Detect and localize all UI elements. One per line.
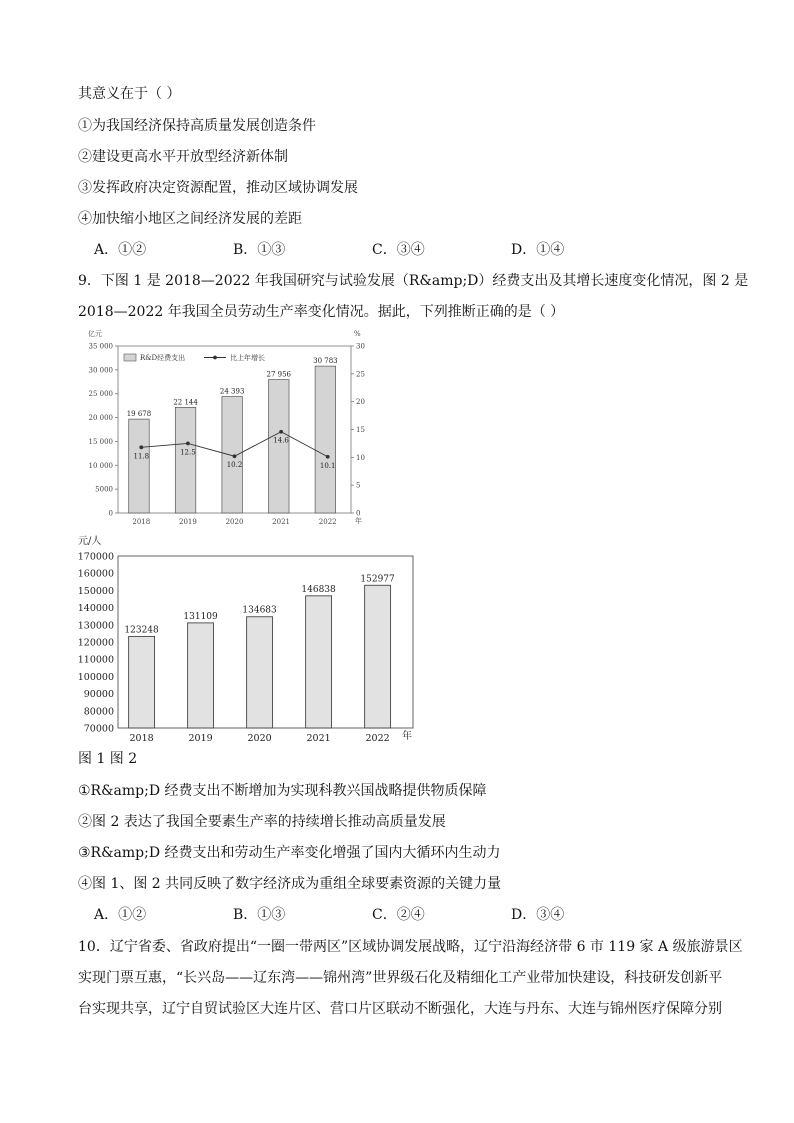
chart1-x-tick-label: 2022 — [318, 518, 337, 526]
chart1-left-tick-label: 0 — [108, 509, 113, 518]
q10-stem-line-1: 10．辽宁省委、省政府提出“一圈一带两区”区域协调发展战略，辽宁沿海经济带 6 市 119 家 A 级旅游景区 — [78, 939, 743, 955]
chart2-y-tick-label: 80000 — [83, 706, 114, 718]
chart1-bar — [129, 419, 150, 513]
chart2-y-ticks — [78, 552, 114, 735]
chart2-y-tick-label: 110000 — [77, 654, 114, 666]
chart1-x-tick-label: 2020 — [225, 518, 244, 526]
chart1-bars — [127, 357, 338, 513]
chart2-bar — [129, 636, 155, 728]
q9-statement-1: ①R&amp;D 经费支出不断增加为实现科教兴国战略提供物质保障 — [78, 783, 487, 799]
legend-line-label: 比上年增长 — [230, 354, 265, 362]
chart1-bar-value-label: 22 144 — [173, 398, 198, 407]
chart2-x-ticks — [130, 733, 390, 744]
chart1-right-tick-label: 0 — [356, 509, 361, 518]
q9-option-c[interactable]: C．②④ — [372, 907, 425, 923]
q8-statement-1: ①为我国经济保持高质量发展创造条件 — [78, 118, 316, 134]
q9-option-a[interactable]: A．①② — [94, 907, 147, 923]
chart1-growth-point — [279, 430, 283, 434]
chart1-x-tick-label: 2018 — [132, 518, 151, 526]
chart1-left-tick-label: 30 000 — [88, 366, 113, 375]
chart1-right-ticks — [351, 343, 365, 518]
chart1-x-ticks — [132, 518, 336, 526]
chart1-right-tick-label: 25 — [356, 370, 365, 379]
chart2-bar-value-label: 123248 — [124, 625, 159, 636]
q9-statement-3: ③R&amp;D 经费支出和劳动生产率变化增强了国内大循环内生动力 — [78, 845, 501, 861]
chart1-bar — [315, 366, 336, 513]
chart1-right-tick-label: 15 — [356, 426, 365, 434]
q9-option-d[interactable]: D．③④ — [511, 907, 565, 923]
chart2-y-tick-label: 130000 — [77, 620, 114, 632]
q8-statement-3: ③发挥政府决定资源配置，推动区域协调发展 — [78, 180, 358, 196]
chart1-growth-label: 12.5 — [180, 448, 196, 457]
chart1-growth-point — [186, 442, 190, 446]
chart2-bar-value-label: 152977 — [360, 574, 395, 585]
chart2-bar — [188, 623, 214, 728]
chart1-growth-point — [139, 445, 143, 449]
q10-stem-line-3: 台实现共享，辽宁自贸试验区大连片区、营口片区联动不断强化，大连与丹东、大连与锦州医疗保障分别 — [78, 1001, 722, 1017]
figure-2-chart — [72, 532, 424, 744]
figure-1-chart — [78, 326, 374, 530]
chart2-y-tick-label: 120000 — [77, 637, 114, 649]
chart1-left-tick-label: 15 000 — [88, 437, 113, 446]
chart1-right-tick-label: 10 — [356, 453, 365, 462]
chart1-bar-value-label: 30 783 — [313, 357, 338, 366]
chart2-x-tick-label: 2021 — [306, 733, 331, 744]
legend-line-marker — [213, 356, 217, 360]
chart1-growth-point — [326, 455, 330, 459]
chart1-left-tick-label: 25 000 — [88, 390, 113, 399]
q9-statement-2: ②图 2 表达了我国全要素生产率的持续增长推动高质量发展 — [78, 814, 446, 830]
chart2-y-tick-label: 100000 — [77, 671, 114, 683]
chart2-x-tick-label: 2019 — [188, 733, 213, 744]
q9-option-b[interactable]: B．①③ — [233, 907, 286, 923]
q8-option-a[interactable]: A．①② — [94, 242, 147, 258]
chart1-growth-label: 10.2 — [226, 461, 243, 470]
chart2-y-tick-label: 70000 — [83, 723, 114, 735]
chart1-bar — [222, 397, 243, 513]
legend-bar-label: R&D经费支出 — [140, 354, 186, 362]
chart2-bar — [247, 617, 273, 728]
chart2-bar-value-label: 146838 — [301, 584, 336, 595]
chart2-bar-value-label: 134683 — [242, 605, 277, 616]
chart1-x-tick-label: 2021 — [272, 518, 291, 526]
chart2-x-tick-label: 2018 — [129, 733, 154, 744]
chart1-growth-label: 11.8 — [133, 452, 150, 461]
chart1-x-tick-label: 2019 — [178, 518, 197, 526]
chart1-right-tick-label: 30 — [356, 342, 365, 351]
q10-stem-line-2: 实现门票互惠，“长兴岛——辽东湾——锦州湾”世界级石化及精细化工产业带加快建设，科技研发创新平 — [78, 970, 723, 986]
q9-statement-4: ④图 1、图 2 共同反映了数字经济成为重组全球要素资源的关键力量 — [78, 876, 502, 892]
q8-statement-2: ②建设更高水平开放型经济新体制 — [78, 149, 288, 165]
chart2-bar — [365, 585, 391, 728]
chart1-ylabel: 亿元 — [88, 330, 102, 338]
chart2-y-tick-label: 90000 — [83, 689, 114, 701]
chart1-bar-value-label: 27 956 — [266, 370, 292, 379]
chart1-left-tick-label: 5000 — [95, 485, 113, 494]
chart1-right-tick-label: 20 — [356, 398, 365, 407]
chart1-right-tick-label: 5 — [356, 481, 361, 490]
chart2-bars — [124, 574, 395, 728]
chart2-y-tick-label: 170000 — [77, 551, 114, 563]
chart1-bar-value-label: 19 678 — [126, 410, 152, 419]
chart2-y-tick-label: 140000 — [77, 603, 114, 615]
chart1-bar — [175, 407, 196, 513]
chart1-left-tick-label: 10 000 — [88, 461, 113, 470]
q9-stem-line-1: 9．下图 1 是 2018—2022 年我国研究与试验发展（R&amp;D）经费支出及其增长速度变化情况，图 2 是 — [78, 273, 749, 289]
chart1-y2label: % — [354, 330, 361, 338]
chart1-left-tick-label: 35 000 — [88, 342, 113, 351]
chart2-x-tick-label: 2020 — [247, 733, 272, 744]
chart2-bar-value-label: 131109 — [183, 611, 218, 622]
chart1-bar-value-label: 24 393 — [219, 387, 245, 396]
q8-option-c[interactable]: C．③④ — [372, 242, 425, 258]
chart1-xlabel: 年 — [355, 517, 362, 525]
figure-caption: 图 1 图 2 — [78, 751, 138, 767]
chart2-bar — [306, 596, 332, 728]
q8-statement-4: ④加快缩小地区之间经济发展的差距 — [78, 211, 302, 227]
chart1-left-ticks — [89, 343, 119, 518]
q9-stem-line-2: 2018—2022 年我国全员劳动生产率变化情况。据此，下列推断正确的是（ ） — [78, 304, 565, 320]
q8-stem-end: 其意义在于（ ） — [78, 86, 181, 102]
chart2-ylabel: 元/人 — [78, 536, 102, 547]
q8-option-d[interactable]: D．①④ — [511, 242, 565, 258]
chart1-growth-label: 10.1 — [319, 461, 336, 470]
chart1-growth-label: 14.6 — [273, 436, 289, 445]
chart2-y-tick-label: 160000 — [77, 568, 114, 580]
chart2-x-tick-label: 2022 — [365, 733, 390, 744]
chart1-bar — [269, 380, 290, 513]
q8-option-b[interactable]: B．①③ — [233, 242, 286, 258]
legend-bar-swatch — [124, 354, 136, 361]
chart1-growth-point — [233, 454, 237, 458]
chart1-left-tick-label: 20 000 — [88, 414, 113, 423]
chart2-y-tick-label: 150000 — [77, 585, 114, 597]
chart2-xlabel: 年 — [402, 731, 412, 742]
